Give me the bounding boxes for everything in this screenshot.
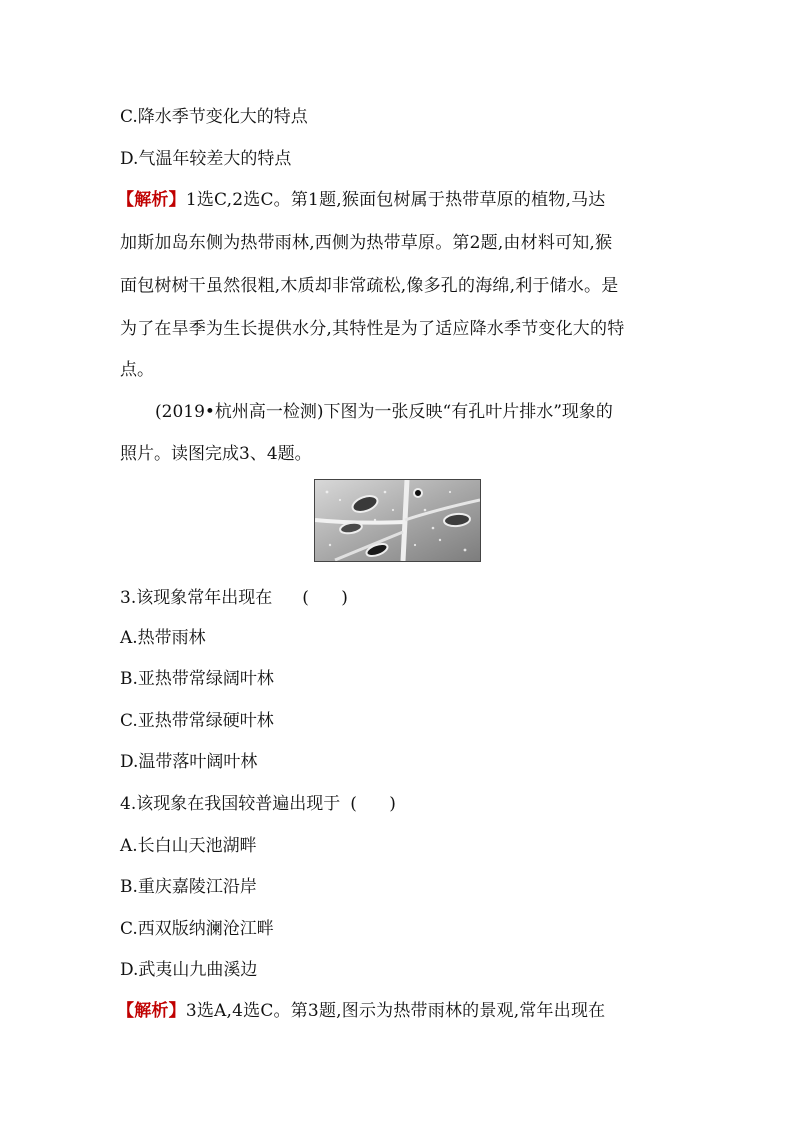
q2-option-c: C.降水季节变化大的特点	[120, 107, 308, 127]
analysis-1-line-5: 点。	[120, 360, 154, 380]
analysis-1-line-3: 面包树树干虽然很粗,木质却非常疏松,像多孔的海绵,利于储水。是	[120, 276, 619, 296]
q4-option-c: C.西双版纳澜沧江畔	[120, 919, 274, 939]
analysis-1-line-1	[117, 190, 605, 210]
question-4-text: 4.该现象在我国较普遍出现于	[120, 794, 341, 814]
analysis-tag: 【解析】	[117, 190, 186, 210]
analysis-text: 1选C,2选C。第1题,猴面包树属于热带草原的植物,马达	[185, 190, 606, 210]
question-4-stem	[120, 794, 396, 814]
intro-line-2: 照片。读图完成3、4题。	[120, 444, 312, 464]
q3-option-d: D.温带落叶阔叶林	[120, 752, 258, 772]
q4-option-d: D.武夷山九曲溪边	[120, 960, 258, 980]
q3-option-b: B.亚热带常绿阔叶林	[120, 669, 274, 689]
q3-option-c: C.亚热带常绿硬叶林	[120, 711, 274, 731]
analysis-1-line-4: 为了在旱季为生长提供水分,其特性是为了适应降水季节变化大的特	[120, 319, 625, 339]
analysis-1-line-2: 加斯加岛东侧为热带雨林,西侧为热带草原。第2题,由材料可知,猴	[120, 233, 613, 253]
q2-option-d: D.气温年较差大的特点	[120, 149, 292, 169]
question-3-text: 3.该现象常年出现在	[120, 588, 273, 608]
leaf-with-holes-photo	[314, 479, 481, 562]
intro-line-1: (2019•杭州高一检测)下图为一张反映“有孔叶片排水”现象的	[155, 402, 613, 422]
q4-option-a: A.长白山天池湖畔	[120, 836, 257, 856]
analysis-text: 3选A,4选C。第3题,图示为热带雨林的景观,常年出现在	[185, 1001, 606, 1021]
analysis-2-line-1	[117, 1001, 605, 1021]
q4-option-b: B.重庆嘉陵江沿岸	[120, 877, 257, 897]
analysis-tag: 【解析】	[117, 1001, 186, 1021]
question-3-stem	[120, 588, 348, 608]
answer-bracket: ( )	[350, 794, 396, 814]
q3-option-a: A.热带雨林	[120, 628, 206, 648]
answer-bracket: ( )	[302, 588, 348, 608]
